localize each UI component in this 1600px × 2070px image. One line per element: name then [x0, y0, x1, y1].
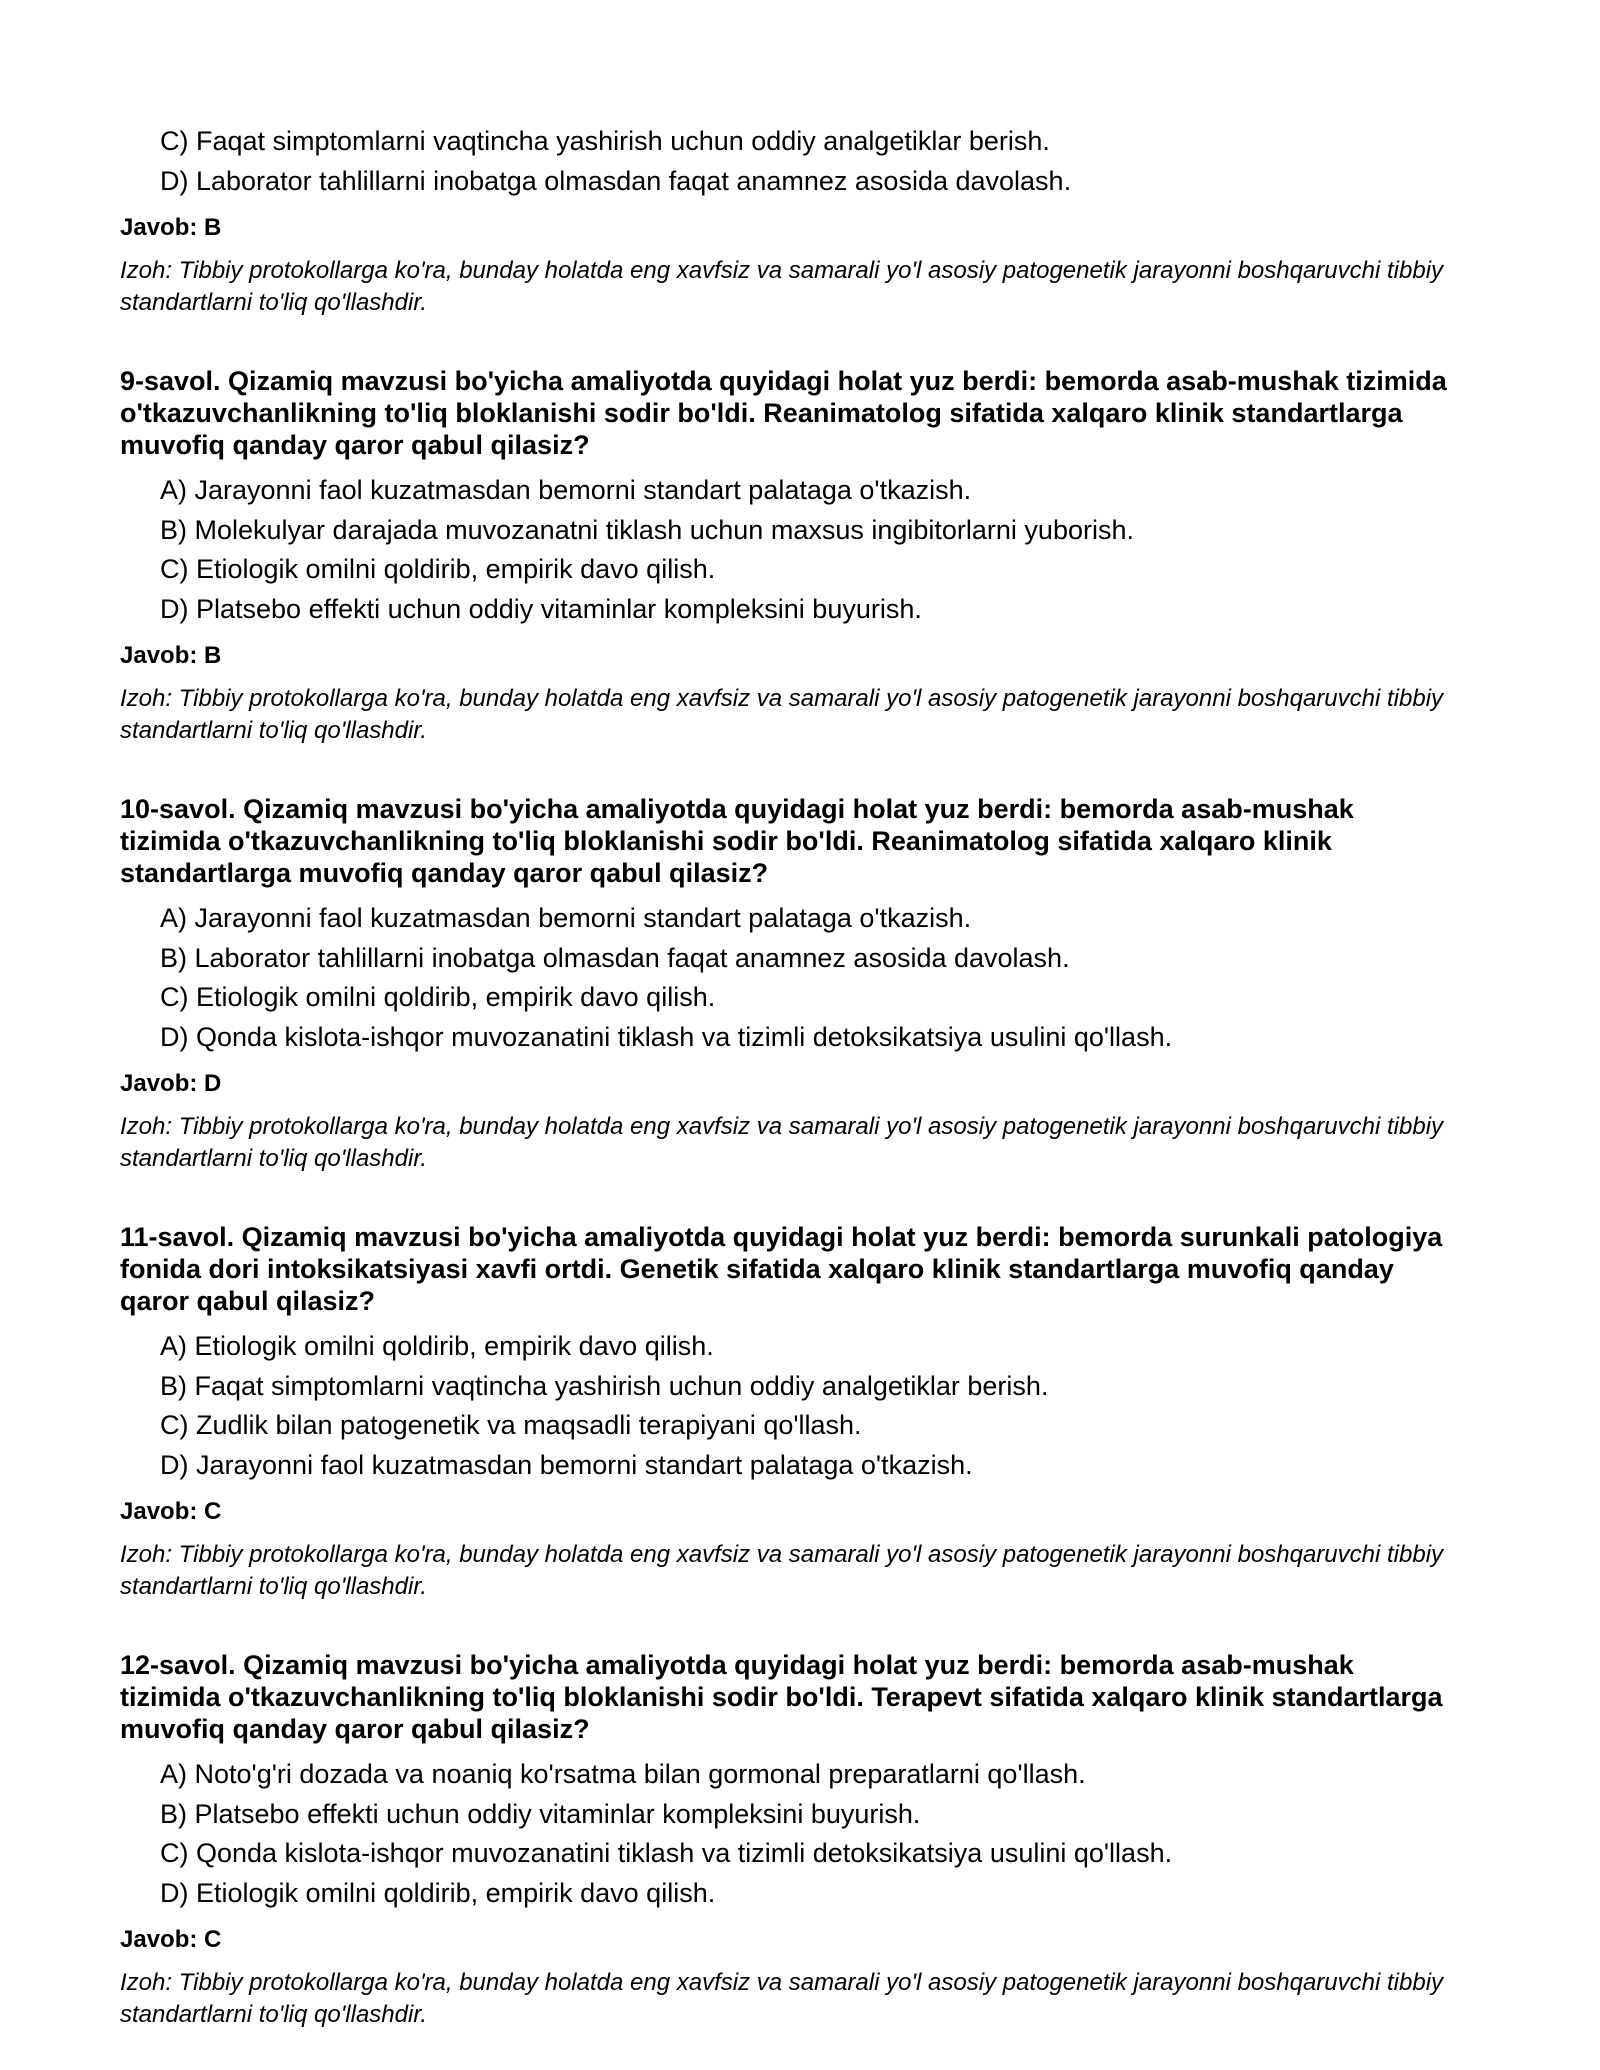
option-list — [120, 899, 1460, 1057]
option-list — [120, 1755, 1460, 1913]
option-list — [120, 122, 1460, 201]
option-a: A) Jarayonni faol kuzatmasdan bemorni standart palataga o'tkazish. — [160, 903, 972, 933]
answer-label: Javob: C — [120, 1498, 222, 1525]
question-10 — [120, 793, 1460, 1175]
option-a: A) Jarayonni faol kuzatmasdan bemorni standart palataga o'tkazish. — [160, 475, 972, 505]
answer-label: Javob: C — [120, 1926, 222, 1953]
option-d: D) Laborator tahlillarni inobatga olmasdan faqat anamnez asosida davolash. — [160, 165, 1072, 196]
explanation-note: Izoh: Tibbiy protokollarga ko'ra, bunday holatda eng xavfsiz va samarali yo'l asosiy patogenetik jarayonni boshqaruvchi tibbiy standartlarni to'liq qo'llashdir. — [120, 1113, 1444, 1172]
option-c: C) Etiologik omilni qoldirib, empirik davo qilish. — [160, 554, 716, 584]
question-title: 10-savol. Qizamiq mavzusi bo'yicha amaliyotda quyidagi holat yuz berdi: bemorda asab-mushak tizimida o'tkazuvchanlikning to'liq bloklanishi sodir bo'ldi. Reanimatolog sifatida xalqaro klinik standartlarga muvofiq qanday qaror qabul qilasiz? — [120, 794, 1354, 888]
question-title: 12-savol. Qizamiq mavzusi bo'yicha amaliyotda quyidagi holat yuz berdi: bemorda asab-mushak tizimida o'tkazuvchanlikning to'liq bloklanishi sodir bo'ldi. Terapevt sifatida xalqaro klinik standartlarga muvofiq qanday qaror qabul qilasiz? — [120, 1650, 1443, 1744]
option-list — [120, 471, 1460, 629]
document-content — [120, 122, 1460, 2031]
explanation-note: Izoh: Tibbiy protokollarga ko'ra, bunday holatda eng xavfsiz va samarali yo'l asosiy patogenetik jarayonni boshqaruvchi tibbiy standartlarni to'liq qo'llashdir. — [120, 685, 1444, 744]
option-b: B) Molekulyar darajada muvozanatni tiklash uchun maxsus ingibitorlarni yuborish. — [160, 514, 1134, 545]
carryover-block — [120, 122, 1460, 319]
option-c: C) Zudlik bilan patogenetik va maqsadli terapiyani qo'llash. — [160, 1410, 862, 1440]
option-a: A) Etiologik omilni qoldirib, empirik davo qilish. — [160, 1331, 714, 1361]
explanation-note: Izoh: Tibbiy protokollarga ko'ra, bunday holatda eng xavfsiz va samarali yo'l asosiy patogenetik jarayonni boshqaruvchi tibbiy standartlarni to'liq qo'llashdir. — [120, 257, 1444, 316]
option-d: D) Qonda kislota-ishqor muvozanatini tiklash va tizimli detoksikatsiya usulini qo'llash. — [160, 1021, 1173, 1052]
option-d: D) Etiologik omilni qoldirib, empirik davo qilish. — [160, 1877, 716, 1908]
question-9 — [120, 365, 1460, 747]
explanation-note: Izoh: Tibbiy protokollarga ko'ra, bunday holatda eng xavfsiz va samarali yo'l asosiy patogenetik jarayonni boshqaruvchi tibbiy standartlarni to'liq qo'llashdir. — [120, 1541, 1444, 1600]
question-11 — [120, 1221, 1460, 1603]
question-title: 11-savol. Qizamiq mavzusi bo'yicha amaliyotda quyidagi holat yuz berdi: bemorda surunkali patologiya fonida dori intoksikatsiyasi xavfi ortdi. Genetik sifatida xalqaro klinik standartlarga muvofiq qanday qaror qabul qilasiz? — [120, 1222, 1443, 1316]
answer-label: Javob: B — [120, 642, 222, 669]
option-b: B) Laborator tahlillarni inobatga olmasdan faqat anamnez asosida davolash. — [160, 942, 1070, 973]
option-d: D) Jarayonni faol kuzatmasdan bemorni standart palataga o'tkazish. — [160, 1449, 973, 1480]
option-b: B) Faqat simptomlarni vaqtincha yashirish uchun oddiy analgetiklar berish. — [160, 1370, 1049, 1401]
option-b: B) Platsebo effekti uchun oddiy vitaminlar kompleksini buyurish. — [160, 1798, 921, 1829]
answer-label: Javob: B — [120, 214, 222, 241]
option-c: C) Faqat simptomlarni vaqtincha yashirish uchun oddiy analgetiklar berish. — [160, 126, 1050, 156]
option-list — [120, 1327, 1460, 1485]
option-c: C) Qonda kislota-ishqor muvozanatini tiklash va tizimli detoksikatsiya usulini qo'llash. — [160, 1838, 1173, 1868]
answer-label: Javob: D — [120, 1070, 222, 1097]
option-d: D) Platsebo effekti uchun oddiy vitaminlar kompleksini buyurish. — [160, 593, 922, 624]
option-c: C) Etiologik omilni qoldirib, empirik davo qilish. — [160, 982, 716, 1012]
option-a: A) Noto'g'ri dozada va noaniq ko'rsatma bilan gormonal preparatlarni qo'llash. — [160, 1759, 1086, 1789]
explanation-note: Izoh: Tibbiy protokollarga ko'ra, bunday holatda eng xavfsiz va samarali yo'l asosiy patogenetik jarayonni boshqaruvchi tibbiy standartlarni to'liq qo'llashdir. — [120, 1969, 1444, 2028]
question-title: 9-savol. Qizamiq mavzusi bo'yicha amaliyotda quyidagi holat yuz berdi: bemorda asab-mushak tizimida o'tkazuvchanlikning to'liq bloklanishi sodir bo'ldi. Reanimatolog sifatida xalqaro klinik standartlarga muvofiq qanday qaror qabul qilasiz? — [120, 366, 1447, 460]
question-12 — [120, 1649, 1460, 2031]
